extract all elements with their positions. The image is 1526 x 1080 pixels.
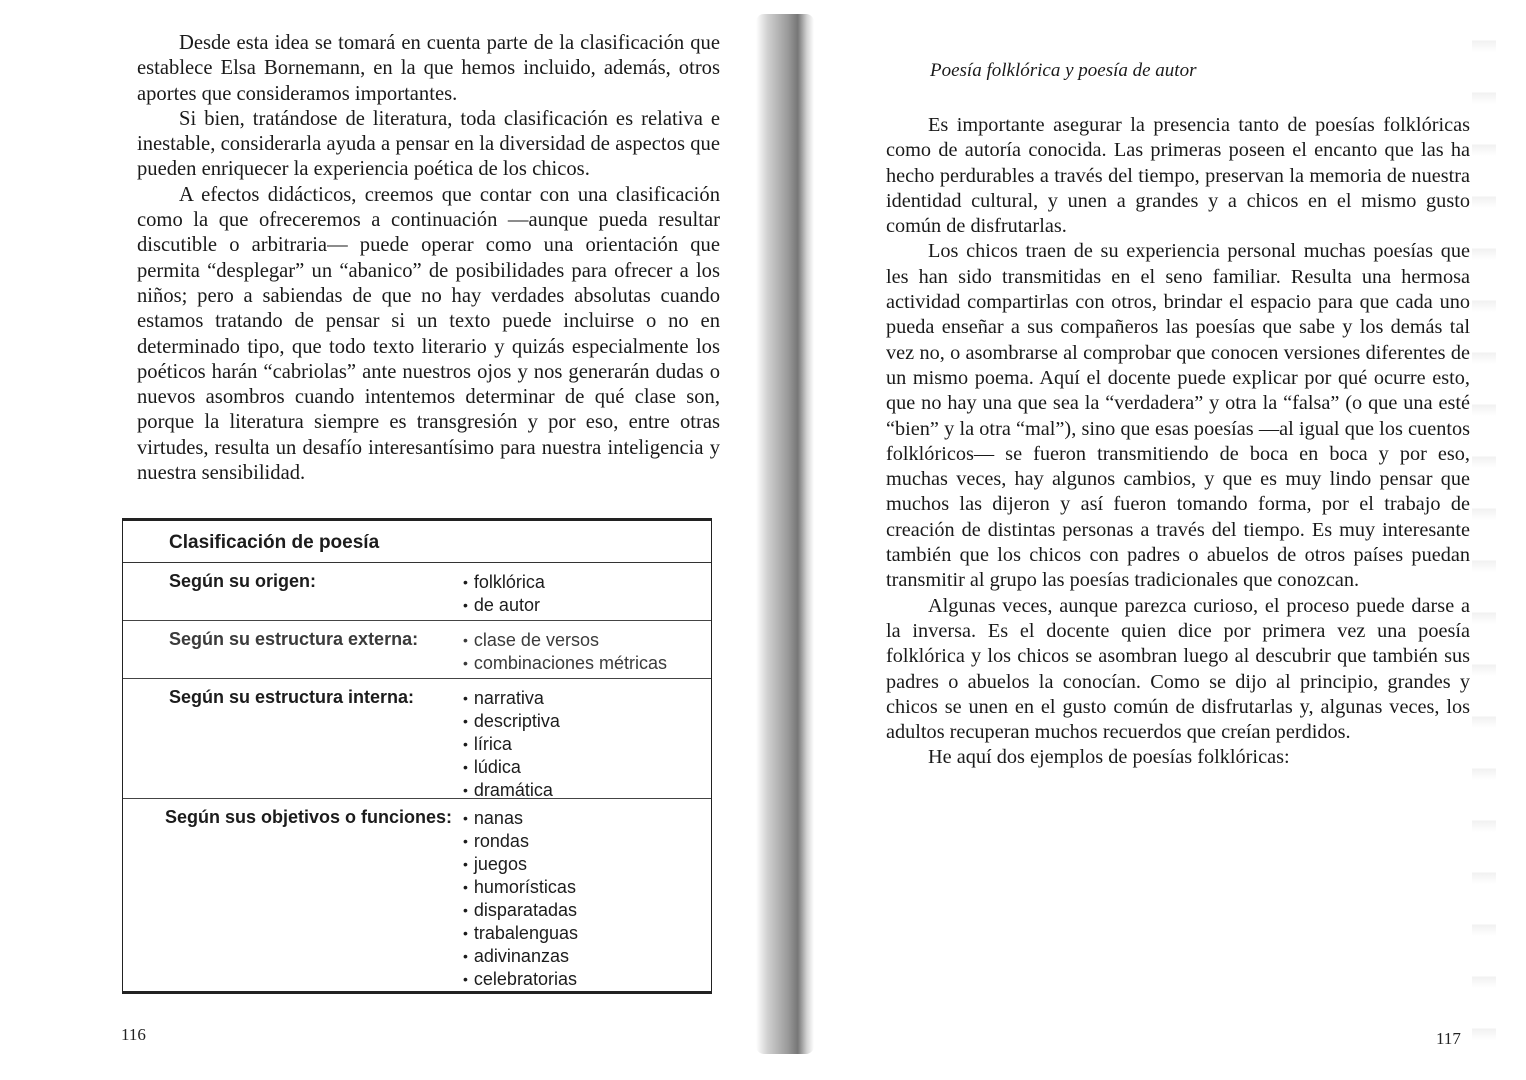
list-item: • lírica	[463, 733, 560, 756]
page-number-left: 116	[121, 1025, 146, 1044]
row-items	[463, 687, 560, 798]
list-item: • narrativa	[463, 687, 560, 710]
list-item: • dramática	[463, 779, 560, 802]
table-row	[123, 799, 711, 994]
paragraph: Desde esta idea se tomará en cuenta parte de la clasificación que establece Elsa Bornemann, en la que hemos incluido, además, otros aportes que consideramos importantes.	[137, 32, 720, 105]
row-items	[463, 807, 578, 994]
list-item: • clase de versos	[463, 629, 667, 652]
list-item: • humorísticas	[463, 876, 578, 899]
list-item: • folklórica	[463, 571, 545, 594]
list-item: • lúdica	[463, 756, 560, 779]
row-label: Según su estructura interna:	[169, 687, 415, 707]
list-item: • juegos	[463, 853, 578, 876]
row-items	[463, 571, 545, 620]
row-items	[463, 629, 667, 678]
list-item: • celebratorias	[463, 968, 578, 991]
paragraph: Los chicos traen de su experiencia personal muchas poesías que les han sido transmitidas en el seno familiar. Resulta una hermosa actividad compartirlas con otros, brindar el espacio para que cada uno pueda enseñar a sus compañeros las poesías que sabe y los demás tal vez no, o asombrarse al comprobar que conocen versiones diferentes de un mismo poema. Aquí el docente puede explicar por qué ocurre esto, que no hay una que sea la “verdadera” y otra la “falsa” (o que una esté “bien” y la otra “mal”), sino que esas poesías —al igual que los cuentos folklóricos— se fueron transmitiendo de boca en boca y por eso, muchas veces, hay algunos cambios, y que es muy lindo pensar que muchos las dijeron y así fueron tomando forma, por el trabajo de creación de distintas personas a través del tiempo. Es muy interesante también que los chicos con padres o abuelos de otros países puedan transmitir al grupo las poesías tradicionales que conozcan.	[886, 240, 1470, 592]
page-edge-marks	[1472, 0, 1496, 1080]
poetry-classification-table	[122, 518, 712, 994]
section-heading: Poesía folklórica y poesía de autor	[930, 60, 1197, 81]
table-row	[123, 563, 711, 621]
paragraph: Es importante asegurar la presencia tanto de poesías folklóricas como de autoría conocida. Las primeras poseen el encanto que las ha hecho perdurables a través del tiempo, preservan la memoria de nuestra identidad cultural, y unen a grandes y a chicos en el mismo gusto común de disfrutarlas.	[886, 114, 1470, 238]
table-row	[123, 679, 711, 799]
list-item: • combinaciones métricas	[463, 652, 667, 675]
list-item: • descriptiva	[463, 710, 560, 733]
paragraph: Si bien, tratándose de literatura, toda clasificación es relativa e inestable, considerarla ayuda a pensar en la diversidad de aspectos que pueden enriquecer la experiencia poética de los chicos.	[137, 107, 720, 181]
table-title: Clasificación de poesía	[123, 521, 711, 563]
table-row	[123, 621, 711, 679]
list-item: • adivinanzas	[463, 945, 578, 968]
left-page-body	[137, 31, 720, 486]
row-label: Según su origen:	[169, 571, 317, 591]
paragraph: He aquí dos ejemplos de poesías folklóricas:	[928, 746, 1290, 769]
book-gutter-shadow	[756, 14, 814, 1054]
list-item: • disparatadas	[463, 899, 578, 922]
page-number-right: 117	[1436, 1029, 1461, 1048]
row-label: Según su estructura externa:	[169, 629, 419, 649]
list-item: • nanas	[463, 807, 578, 830]
list-item: • rondas	[463, 830, 578, 853]
paragraph: A efectos didácticos, creemos que contar con una clasificación como la que ofreceremos a continuación —aunque pueda resultar discutible o arbitraria— puede operar como una orientación que permita “desplegar” un “abanico” de posibilidades para ofrecer a los niños; pero a sabiendas de que no hay verdades absolutas cuando estamos tratando de pensar si un texto puede incluirse o no en determinado tipo, que todo texto literario y quizás especialmente los poéticos harán “cabriolas” ante nuestros ojos y nos generarán dudas o nuevos asombros cuando intentemos determinar de qué clase son, porque la literatura siempre es transgresión y por eso, entre otras virtudes, resulta un desafío interesantísimo para nuestra inteligencia y nuestra sensibilidad.	[137, 183, 720, 485]
right-page-body	[886, 113, 1470, 771]
list-item: • de autor	[463, 594, 545, 617]
list-item: • trabalenguas	[463, 922, 578, 945]
row-label: Según sus objetivos o funciones:	[165, 807, 453, 827]
paragraph: Algunas veces, aunque parezca curioso, el proceso puede darse a la inversa. Es el docente quien dice por primera vez una poesía folklórica y los chicos se asombran luego al descubrir que también sus padres o abuelos la conocían. Como se dijo al principio, grandes y chicos se unen en el gusto común de disfrutarlas y, algunas veces, los adultos recuperan muchos recuerdos que creían perdidos.	[886, 594, 1470, 744]
